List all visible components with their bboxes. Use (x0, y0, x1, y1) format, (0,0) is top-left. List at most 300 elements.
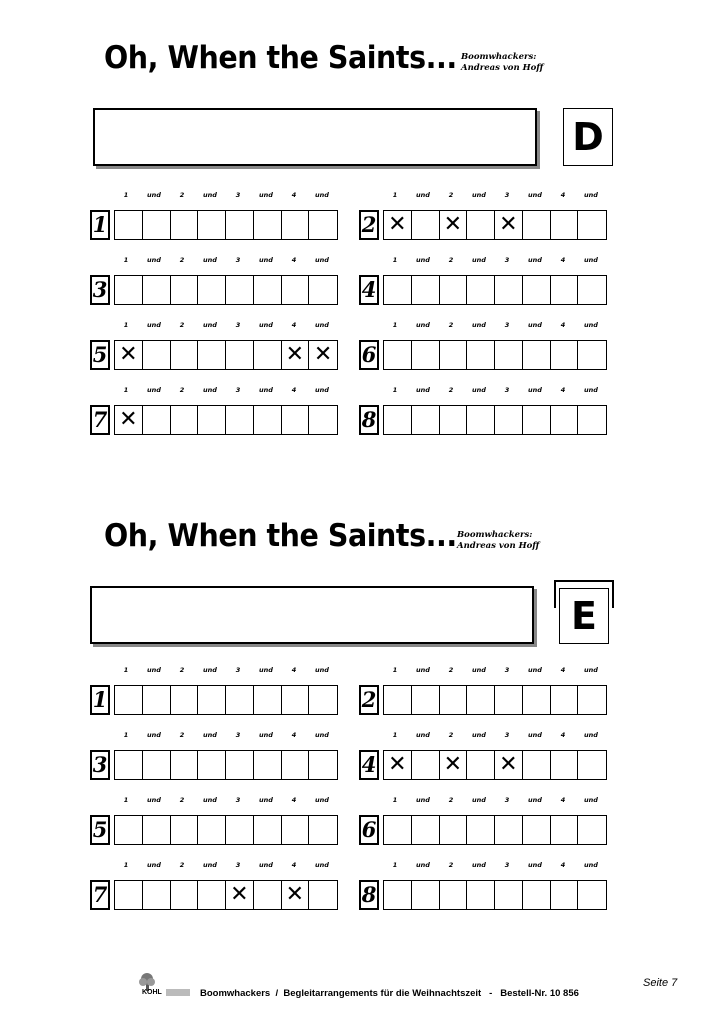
beat-label: und (584, 861, 598, 869)
rhythm-cell[interactable] (384, 341, 412, 369)
rhythm-cell[interactable] (495, 816, 523, 844)
rhythm-cell[interactable] (412, 816, 440, 844)
rhythm-cell-marked[interactable] (226, 881, 254, 909)
rhythm-cell[interactable] (115, 686, 143, 714)
rhythm-cell[interactable] (551, 686, 579, 714)
rhythm-cell[interactable] (440, 276, 468, 304)
rhythm-cell[interactable] (198, 406, 226, 434)
rhythm-cell[interactable] (384, 816, 412, 844)
x-mark-icon: ✕ (119, 342, 138, 367)
rhythm-cell[interactable] (171, 276, 199, 304)
rhythm-cell[interactable] (309, 276, 337, 304)
credit (457, 530, 539, 552)
rhythm-cell[interactable] (384, 881, 412, 909)
rhythm-cell[interactable] (495, 406, 523, 434)
rhythm-cells (383, 340, 607, 370)
beat-label: 2 (179, 861, 185, 869)
rhythm-cell[interactable] (440, 341, 468, 369)
beat-counts (381, 730, 605, 740)
beat-label: und (259, 386, 273, 394)
beat-counts (381, 385, 605, 395)
rhythm-cell-marked[interactable] (309, 341, 337, 369)
rhythm-cells (383, 210, 607, 240)
rhythm-cell[interactable] (171, 881, 199, 909)
rhythm-cell[interactable] (198, 686, 226, 714)
beat-label: und (147, 256, 161, 264)
beat-label: und (528, 666, 542, 674)
rhythm-cell[interactable] (467, 881, 495, 909)
pattern-1 (90, 665, 350, 717)
rhythm-cell[interactable] (171, 686, 199, 714)
rhythm-cell[interactable] (384, 276, 412, 304)
rhythm-cell-marked[interactable] (115, 406, 143, 434)
rhythm-cell[interactable] (467, 686, 495, 714)
beat-label: 2 (448, 731, 454, 739)
beat-label: und (203, 321, 217, 329)
rhythm-cell[interactable] (523, 751, 551, 779)
rhythm-cell[interactable] (198, 276, 226, 304)
beat-label: 2 (448, 386, 454, 394)
rhythm-cell[interactable] (551, 881, 579, 909)
pattern-1 (90, 190, 350, 242)
rhythm-cell[interactable] (226, 276, 254, 304)
beat-label: 2 (179, 731, 185, 739)
pattern-8 (359, 860, 619, 912)
beat-label: 2 (179, 386, 185, 394)
rhythm-cell[interactable] (143, 686, 171, 714)
beat-label: 1 (392, 256, 398, 264)
rhythm-cell-marked[interactable] (495, 211, 523, 239)
beat-counts (112, 385, 336, 395)
beat-label: und (416, 321, 430, 329)
rhythm-cell[interactable] (551, 816, 579, 844)
rhythm-cell[interactable] (440, 881, 468, 909)
x-mark-icon: ✕ (499, 752, 518, 777)
rhythm-cell[interactable] (384, 406, 412, 434)
beat-label: und (147, 386, 161, 394)
beat-label: 1 (123, 731, 129, 739)
beat-label: und (584, 386, 598, 394)
beat-label: und (416, 731, 430, 739)
rhythm-cell[interactable] (578, 751, 606, 779)
rhythm-cell[interactable] (523, 276, 551, 304)
beat-label: und (259, 861, 273, 869)
pattern-6 (359, 320, 619, 372)
rhythm-cell-marked[interactable] (282, 341, 310, 369)
pattern-number: 8 (359, 405, 379, 435)
rhythm-cell[interactable] (309, 881, 337, 909)
beat-label: 4 (560, 666, 566, 674)
beat-label: und (147, 191, 161, 199)
beat-label: 3 (235, 796, 241, 804)
beat-label: und (472, 796, 486, 804)
rhythm-cell[interactable] (171, 341, 199, 369)
rhythm-cell[interactable] (309, 751, 337, 779)
rhythm-cell[interactable] (143, 816, 171, 844)
pattern-number: 5 (90, 815, 110, 845)
beat-label: 3 (235, 861, 241, 869)
rhythm-cell[interactable] (115, 881, 143, 909)
note-letter-box: D (563, 108, 613, 166)
beat-label: 4 (560, 731, 566, 739)
rhythm-cell[interactable] (578, 341, 606, 369)
rhythm-cells (114, 405, 338, 435)
x-mark-icon: ✕ (443, 752, 463, 777)
rhythm-cell[interactable] (198, 751, 226, 779)
beat-counts (112, 795, 336, 805)
rhythm-cell[interactable] (467, 341, 495, 369)
rhythm-cell[interactable] (143, 406, 171, 434)
rhythm-cell[interactable] (551, 406, 579, 434)
beat-label: 3 (235, 191, 241, 199)
beat-label: 1 (392, 666, 398, 674)
beat-label: und (315, 796, 329, 804)
rhythm-cell[interactable] (254, 341, 282, 369)
beat-label: 2 (448, 861, 454, 869)
pattern-7 (90, 385, 350, 437)
rhythm-cell[interactable] (254, 211, 282, 239)
beat-label: und (472, 861, 486, 869)
rhythm-cells (383, 685, 607, 715)
beat-label: und (203, 386, 217, 394)
beat-counts (112, 255, 336, 265)
x-mark-icon: ✕ (313, 342, 333, 367)
beat-label: und (259, 256, 273, 264)
pattern-number: 3 (90, 750, 110, 780)
beat-label: 4 (291, 256, 297, 264)
rhythm-cell[interactable] (198, 881, 226, 909)
rhythm-cell-marked[interactable] (440, 751, 468, 779)
beat-label: und (472, 731, 486, 739)
rhythm-cell-marked[interactable] (440, 211, 468, 239)
beat-label: 2 (179, 321, 185, 329)
rhythm-cell[interactable] (198, 211, 226, 239)
beat-label: und (584, 731, 598, 739)
pattern-8 (359, 385, 619, 437)
pattern-number: 1 (90, 685, 110, 715)
beat-label: 4 (291, 731, 297, 739)
rhythm-cells (114, 685, 338, 715)
pattern-6 (359, 795, 619, 847)
page-number: Seite 7 (643, 977, 678, 989)
x-mark-icon: ✕ (285, 342, 305, 367)
rhythm-cell[interactable] (523, 816, 551, 844)
pattern-number: 4 (359, 750, 379, 780)
x-mark-icon: ✕ (499, 212, 518, 237)
beat-label: 4 (560, 321, 566, 329)
note-letter-box: E (559, 588, 609, 644)
rhythm-cell[interactable] (523, 881, 551, 909)
rhythm-cell[interactable] (467, 406, 495, 434)
beat-label: 3 (504, 861, 510, 869)
beat-label: 4 (291, 321, 297, 329)
rhythm-cell[interactable] (495, 341, 523, 369)
rhythm-cell[interactable] (440, 406, 468, 434)
rhythm-cells (114, 275, 338, 305)
rhythm-cell[interactable] (226, 686, 254, 714)
rhythm-cell[interactable] (143, 211, 171, 239)
rhythm-cell[interactable] (440, 686, 468, 714)
rhythm-cell[interactable] (143, 276, 171, 304)
pattern-5 (90, 320, 350, 372)
rhythm-cell[interactable] (309, 686, 337, 714)
beat-label: und (315, 861, 329, 869)
rhythm-cell-marked[interactable] (282, 881, 310, 909)
beat-label: und (528, 386, 542, 394)
rhythm-cell[interactable] (523, 211, 551, 239)
rhythm-cell[interactable] (412, 276, 440, 304)
pattern-5 (90, 795, 350, 847)
rhythm-cell[interactable] (171, 406, 199, 434)
beat-label: und (259, 796, 273, 804)
beat-label: und (315, 256, 329, 264)
beat-counts (112, 730, 336, 740)
rhythm-cell[interactable] (412, 341, 440, 369)
pattern-number: 3 (90, 275, 110, 305)
pattern-number: 6 (359, 340, 379, 370)
pattern-4 (359, 730, 619, 782)
rhythm-cell[interactable] (412, 881, 440, 909)
beat-counts (381, 795, 605, 805)
rhythm-cell[interactable] (254, 686, 282, 714)
rhythm-cell[interactable] (226, 816, 254, 844)
rhythm-cell[interactable] (171, 816, 199, 844)
pattern-number: 7 (90, 405, 110, 435)
pattern-3 (90, 730, 350, 782)
rhythm-cell[interactable] (282, 276, 310, 304)
pattern-number: 1 (90, 210, 110, 240)
beat-label: und (416, 191, 430, 199)
beat-label: 2 (179, 191, 185, 199)
rhythm-cell[interactable] (384, 686, 412, 714)
beat-label: 1 (392, 861, 398, 869)
rhythm-cell[interactable] (115, 751, 143, 779)
beat-label: und (203, 256, 217, 264)
rhythm-cell[interactable] (495, 276, 523, 304)
rhythm-cell[interactable] (171, 211, 199, 239)
credit-line-1: Boomwhackers: (457, 530, 533, 540)
rhythm-cells (114, 340, 338, 370)
x-mark-icon: ✕ (285, 882, 305, 907)
rhythm-cell[interactable] (226, 406, 254, 434)
pattern-number: 7 (90, 880, 110, 910)
rhythm-cell[interactable] (226, 751, 254, 779)
beat-label: und (259, 731, 273, 739)
beat-label: und (472, 191, 486, 199)
rhythm-cell[interactable] (226, 211, 254, 239)
beat-label: 4 (291, 191, 297, 199)
song-title: Oh, When the Saints... (104, 40, 457, 76)
rhythm-cell[interactable] (523, 406, 551, 434)
rhythm-cell[interactable] (467, 751, 495, 779)
rhythm-cell[interactable] (578, 406, 606, 434)
beat-label: und (203, 666, 217, 674)
beat-label: 4 (291, 386, 297, 394)
beat-label: und (416, 796, 430, 804)
rhythm-cell[interactable] (440, 816, 468, 844)
rhythm-cell[interactable] (254, 406, 282, 434)
beat-label: 3 (504, 731, 510, 739)
rhythm-cell[interactable] (551, 276, 579, 304)
beat-label: 4 (560, 796, 566, 804)
beat-label: und (416, 386, 430, 394)
beat-label: und (259, 191, 273, 199)
rhythm-cell[interactable] (143, 341, 171, 369)
rhythm-cell[interactable] (551, 751, 579, 779)
rhythm-cell-marked[interactable] (384, 211, 412, 239)
beat-label: 3 (235, 256, 241, 264)
rhythm-cell[interactable] (523, 686, 551, 714)
rhythm-cell[interactable] (254, 276, 282, 304)
rhythm-cell[interactable] (495, 881, 523, 909)
beat-counts (381, 665, 605, 675)
beat-label: 3 (504, 256, 510, 264)
rhythm-cell[interactable] (578, 881, 606, 909)
pattern-2 (359, 190, 619, 242)
pattern-number: 2 (359, 685, 379, 715)
beat-counts (381, 255, 605, 265)
rhythm-cell[interactable] (578, 211, 606, 239)
pattern-number: 4 (359, 275, 379, 305)
x-mark-icon: ✕ (388, 752, 407, 777)
beat-counts (381, 190, 605, 200)
rhythm-cell[interactable] (115, 211, 143, 239)
rhythm-cell[interactable] (254, 816, 282, 844)
beat-label: und (472, 386, 486, 394)
publisher-logo (136, 973, 192, 999)
beat-label: und (584, 191, 598, 199)
rhythm-cell[interactable] (412, 751, 440, 779)
x-mark-icon: ✕ (443, 212, 463, 237)
rhythm-cell[interactable] (551, 211, 579, 239)
rhythm-cell[interactable] (467, 211, 495, 239)
rhythm-cell[interactable] (282, 686, 310, 714)
rhythm-cell[interactable] (309, 211, 337, 239)
rhythm-cell[interactable] (198, 816, 226, 844)
beat-label: und (528, 191, 542, 199)
beat-label: und (416, 666, 430, 674)
beat-label: und (416, 256, 430, 264)
rhythm-cell[interactable] (309, 406, 337, 434)
rhythm-cell[interactable] (551, 341, 579, 369)
beat-label: und (315, 666, 329, 674)
beat-label: 1 (123, 666, 129, 674)
pattern-number: 6 (359, 815, 379, 845)
rhythm-cell[interactable] (143, 751, 171, 779)
rhythm-cell[interactable] (523, 341, 551, 369)
rhythm-cell[interactable] (467, 816, 495, 844)
rhythm-cell[interactable] (412, 406, 440, 434)
beat-counts (112, 665, 336, 675)
rhythm-cell-marked[interactable] (384, 751, 412, 779)
rhythm-cell[interactable] (309, 816, 337, 844)
beat-label: 1 (123, 861, 129, 869)
beat-label: und (472, 666, 486, 674)
rhythm-cells (114, 815, 338, 845)
rhythm-cell[interactable] (282, 211, 310, 239)
beat-label: 4 (291, 861, 297, 869)
beat-label: 3 (235, 321, 241, 329)
rhythm-cell-marked[interactable] (115, 341, 143, 369)
rhythm-cell-marked[interactable] (495, 751, 523, 779)
rhythm-cell[interactable] (282, 751, 310, 779)
rhythm-cell[interactable] (198, 341, 226, 369)
beat-label: 2 (179, 796, 185, 804)
beat-label: 1 (123, 796, 129, 804)
rhythm-cell[interactable] (143, 881, 171, 909)
pattern-number: 2 (359, 210, 379, 240)
beat-label: und (528, 861, 542, 869)
rhythm-cell[interactable] (254, 751, 282, 779)
publisher-logo-text: KOHL (142, 989, 162, 996)
rhythm-cell[interactable] (467, 276, 495, 304)
beat-label: und (147, 796, 161, 804)
beat-label: und (203, 731, 217, 739)
beat-label: 2 (448, 666, 454, 674)
beat-label: 3 (504, 386, 510, 394)
rhythm-cell[interactable] (495, 686, 523, 714)
beat-label: und (528, 731, 542, 739)
beat-label: 1 (123, 386, 129, 394)
rhythm-cell[interactable] (578, 276, 606, 304)
beat-label: und (315, 386, 329, 394)
beat-label: und (584, 256, 598, 264)
beat-counts (112, 320, 336, 330)
credit-line-2: Andreas von Hoff (461, 63, 544, 73)
pattern-2 (359, 665, 619, 717)
beat-label: und (203, 796, 217, 804)
rhythm-cell[interactable] (282, 816, 310, 844)
footer-text: Boomwhackers / Begleitarrangements für die Weihnachtszeit - Bestell-Nr. 10 856 (200, 988, 579, 999)
x-mark-icon: ✕ (230, 882, 249, 907)
rhythm-cells (114, 750, 338, 780)
beat-counts (112, 860, 336, 870)
beat-label: und (147, 861, 161, 869)
rhythm-cell[interactable] (578, 686, 606, 714)
beat-label: 2 (448, 256, 454, 264)
rhythm-cell[interactable] (254, 881, 282, 909)
credit (461, 52, 543, 74)
beat-label: 1 (123, 256, 129, 264)
pattern-number: 8 (359, 880, 379, 910)
rhythm-cell[interactable] (282, 406, 310, 434)
rhythm-cell[interactable] (412, 211, 440, 239)
name-write-box (93, 108, 537, 166)
rhythm-cell[interactable] (171, 751, 199, 779)
beat-label: und (203, 861, 217, 869)
rhythm-cells (383, 880, 607, 910)
rhythm-cell[interactable] (115, 816, 143, 844)
rhythm-cell[interactable] (412, 686, 440, 714)
rhythm-cell[interactable] (226, 341, 254, 369)
beat-label: 3 (235, 386, 241, 394)
rhythm-cell[interactable] (115, 276, 143, 304)
rhythm-cells (114, 880, 338, 910)
credit-line-2: Andreas von Hoff (457, 541, 540, 551)
credit-line-1: Boomwhackers: (461, 52, 537, 62)
beat-label: und (528, 321, 542, 329)
pattern-3 (90, 255, 350, 307)
beat-label: 1 (392, 321, 398, 329)
pattern-number: 5 (90, 340, 110, 370)
beat-label: 1 (123, 321, 129, 329)
name-write-box (90, 586, 534, 644)
rhythm-cell[interactable] (578, 816, 606, 844)
beat-label: 4 (560, 256, 566, 264)
beat-label: 3 (504, 796, 510, 804)
beat-label: 3 (235, 731, 241, 739)
beat-label: und (259, 666, 273, 674)
